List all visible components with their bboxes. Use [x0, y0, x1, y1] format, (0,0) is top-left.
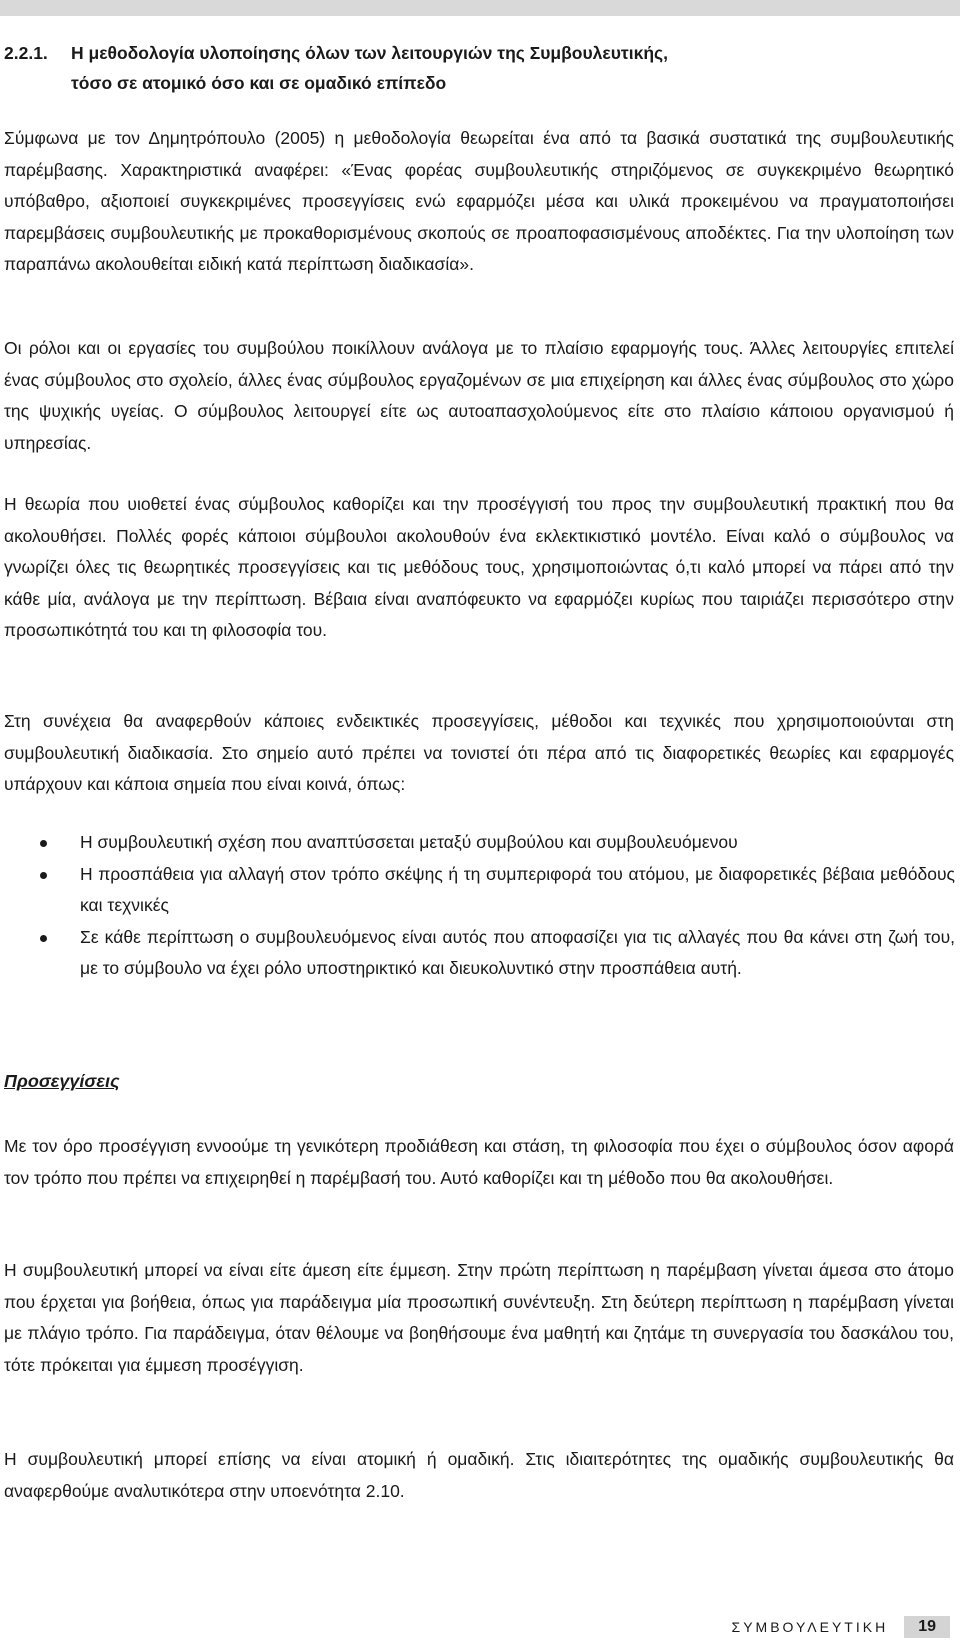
section-number: 2.2.1. [4, 43, 48, 63]
approaches-heading: Προσεγγίσεις [4, 1071, 120, 1091]
section-heading [4, 38, 944, 98]
paragraph-direct-indirect: Η συμβουλευτική μπορεί να είναι είτε άμεση είτε έμμεση. Στην πρώτη περίπτωση η παρέμβαση γίνεται άμεσα στο άτομο που έρχεται για βοήθεια, όπως για παράδειγμα μία προσωπική συνέντευξη. Στη δεύτερη περίπτωση η παρέμβαση γίνεται με πλάγιο τρόπο. Για παράδειγμα, όταν θέλουμε να βοηθήσουμε ένα μαθητή και ζητάμε τη συνεργασία του δασκάλου του, τότε πρόκειται για έμμεση προσέγγιση. [4, 1260, 954, 1375]
list-item: Σε κάθε περίπτωση ο συμβουλευόμενος είναι αυτός που αποφασίζει για τις αλλαγές που θα κάνει στη ζωή του, με το σύμβουλο να έχει ρόλο υποστηρικτικό και διευκολυντικό στην προσπάθεια αυτή. [0, 922, 955, 985]
paragraph-methodology: Σύμφωνα με τον Δημητρόπουλο (2005) η μεθοδολογία θεωρείται ένα από τα βασικά συστατικά της συμβουλευτικής παρέμβασης. Χαρακτηριστικά αναφέρει: «Ένας φορέας συμβουλευτικής στηριζόμενος σε συγκεκριμένο θεωρητικό υπόβαθρο, αξιοποιεί συγκεκριμένες προσεγγίσεις ενώ εφαρμόζει μέσα και υλικά προκειμένου να πραγματοποιήσει παρεμβάσεις συμβουλευτικής με προκαθορισμένους σκοπούς σε προαποφασισμένους αποδέκτες. Για την υλοποίηση των παραπάνω ακολουθείται ειδική κατά περίπτωση διαδικασία». [4, 128, 954, 274]
bullet-icon [40, 872, 47, 879]
paragraph-individual-group: Η συμβουλευτική μπορεί επίσης να είναι ατομική ή ομαδική. Στις ιδιαιτερότητες της ομαδικής συμβουλευτικής θα αναφερθούμε αναλυτικότερα στην υποενότητα 2.10. [4, 1449, 954, 1501]
section-title-line2: τόσο σε ατομικό όσο και σε ομαδικό επίπεδο [71, 73, 447, 93]
footer-label: ΣΥΜΒΟΥΛΕΥΤΙΚΗ [731, 1619, 889, 1635]
top-header-bar [0, 0, 960, 16]
list-item: Η συμβουλευτική σχέση που αναπτύσσεται μεταξύ συμβούλου και συμβουλευόμενου [0, 827, 955, 859]
section-title-line1: Η μεθοδολογία υλοποίησης όλων των λειτουργιών της Συμβουλευτικής, [71, 43, 668, 63]
common-points-list [0, 827, 955, 985]
page-number: 19 [904, 1616, 950, 1638]
paragraph-approach-definition: Με τον όρο προσέγγιση εννοούμε τη γενικότερη προδιάθεση και στάση, τη φιλοσοφία που έχει ο σύμβουλος όσον αφορά τον τρόπο που πρέπει να επιχειρηθεί η παρέμβασή του. Αυτό καθορίζει και τη μέθοδο που θα ακολουθήσει. [4, 1136, 954, 1188]
bullet-icon [40, 935, 47, 942]
paragraph-common-points: Στη συνέχεια θα αναφερθούν κάποιες ενδεικτικές προσεγγίσεις, μέθοδοι και τεχνικές που χρησιμοποιούνται στη συμβουλευτική διαδικασία. Στο σημείο αυτό πρέπει να τονιστεί ότι πέρα από τις διαφορετικές θεωρίες και εφαρμογές υπάρχουν και κάποια σημεία που είναι κοινά, όπως: [4, 711, 954, 794]
list-item: Η προσπάθεια για αλλαγή στον τρόπο σκέψης ή τη συμπεριφορά του ατόμου, με διαφορετικές βέβαια μεθόδους και τεχνικές [0, 859, 955, 922]
bullet-icon [40, 840, 47, 847]
paragraph-theory: Η θεωρία που υιοθετεί ένας σύμβουλος καθορίζει και την προσέγγισή του προς την συμβουλευτική πρακτική που θα ακολουθήσει. Πολλές φορές κάποιοι σύμβουλοι ακολουθούν ένα εκλεκτικιστικό μοντέλο. Είναι καλό ο σύμβουλος να γνωρίζει όλες τις θεωρητικές προσεγγίσεις και τις μεθόδους τους, χρησιμοποιώντας ό,τι καλό μπορεί να πάρει από την κάθε μία, ανάλογα με την περίπτωση. Βέβαια είναι αναπόφευκτο να εφαρμόζει κυρίως που ταιριάζει περισσότερο στην προσωπικότητά του και τη φιλοσοφία του. [4, 494, 954, 640]
paragraph-roles: Οι ρόλοι και οι εργασίες του συμβούλου ποικίλλουν ανάλογα με το πλαίσιο εφαρμογής τους. Άλλες λειτουργίες επιτελεί ένας σύμβουλος στο σχολείο, άλλες ένας σύμβουλος εργαζομένων σε μια επιχείρηση και άλλες ένας σύμβουλος στο χώρο της ψυχικής υγείας. Ο σύμβουλος λειτουργεί είτε ως αυτοαπασχολούμενος είτε στο πλαίσιο κάποιου οργανισμού ή υπηρεσίας. [4, 338, 954, 453]
page-footer [732, 1616, 950, 1638]
